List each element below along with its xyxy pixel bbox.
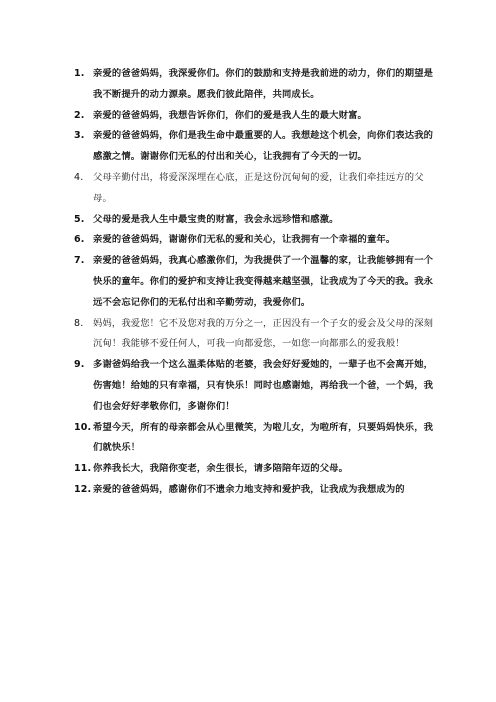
item-number: 9.: [74, 359, 85, 371]
message-list: [70, 64, 438, 501]
list-item: [70, 106, 438, 127]
item-number: 10.: [74, 421, 92, 433]
item-text: 亲爱的爸爸妈妈，我深爱你们。你们的鼓励和支持是我前进的动力，你们的期望是我不断提升的动力源泉。愿我们彼此陪伴，共同成长。: [93, 68, 434, 100]
list-item: [70, 210, 438, 231]
list-item: [70, 418, 438, 460]
list-item: [70, 126, 438, 168]
item-number: 5.: [74, 213, 85, 225]
item-number: 1.: [74, 68, 85, 79]
item-number: 4.: [74, 171, 84, 183]
item-text: 希望今天，所有的母亲都会从心里微笑，为啦儿女，为啦所有，只要妈妈快乐，我们就快乐！: [93, 421, 434, 454]
item-text: 亲爱的爸爸妈妈，我想告诉你们，你们的爱是我人生的最大财富。: [93, 109, 367, 121]
list-item: [70, 480, 438, 501]
item-number: 6.: [74, 234, 85, 246]
item-text: 父母的爱是我人生中最宝贵的财富，我会永远珍惜和感激。: [93, 213, 339, 225]
item-number: 3.: [74, 130, 85, 142]
item-text: 亲爱的爸爸妈妈，感谢你们不遗余力地支持和爱护我，让我成为我想成为的: [93, 483, 405, 495]
item-text: 多谢爸妈给我一个这么温柔体贴的老婆，我会好好爱她的，一辈子也不会离开她，伤害她！给她的只有幸福，只有快乐！同时也感谢她，再给我一个爸，一个妈，我们也会好好孝敬你们，多谢你们！: [93, 359, 434, 412]
item-number: 7.: [74, 255, 85, 267]
list-item: [70, 314, 438, 356]
item-number: 11.: [74, 463, 92, 475]
item-text: 妈妈，我爱您！它不及您对我的万分之一，正因没有一个子女的爱会及父母的深刻沉甸！我能够不爱任何人，可我一向都爱您，一如您一向都那么的爱我般！: [93, 317, 434, 350]
item-text: 父母辛勤付出，将爱深深埋在心底，正是这份沉甸甸的爱，让我们牵挂远方的父母。: [93, 171, 424, 204]
item-text: 你养我长大，我陪你变老，余生很长，请多陪陪年迈的父母。: [93, 463, 349, 475]
item-number: 2.: [74, 109, 85, 121]
list-item: [70, 459, 438, 480]
item-text: 亲爱的爸爸妈妈，你们是我生命中最重要的人。我想趁这个机会，向你们表达我的感激之情。谢谢你们无私的付出和关心，让我拥有了今天的一切。: [93, 130, 434, 163]
list-item: [70, 168, 438, 210]
list-item: [70, 355, 438, 417]
item-text: 亲爱的爸爸妈妈，我真心感激你们，为我提供了一个温馨的家，让我能够拥有一个快乐的童年。你们的爱护和支持让我变得越来越坚强，让我成为了今天的我。我永远不会忘记你们的无私付出和辛勤劳动，我爱你们。: [93, 255, 434, 308]
list-item: [70, 64, 438, 106]
item-text: 亲爱的爸爸妈妈，谢谢你们无私的爱和关心，让我拥有一个幸福的童年。: [93, 234, 396, 246]
list-item: [70, 251, 438, 313]
item-number: 8.: [74, 317, 84, 329]
item-number: 12.: [74, 483, 92, 495]
list-item: [70, 230, 438, 251]
